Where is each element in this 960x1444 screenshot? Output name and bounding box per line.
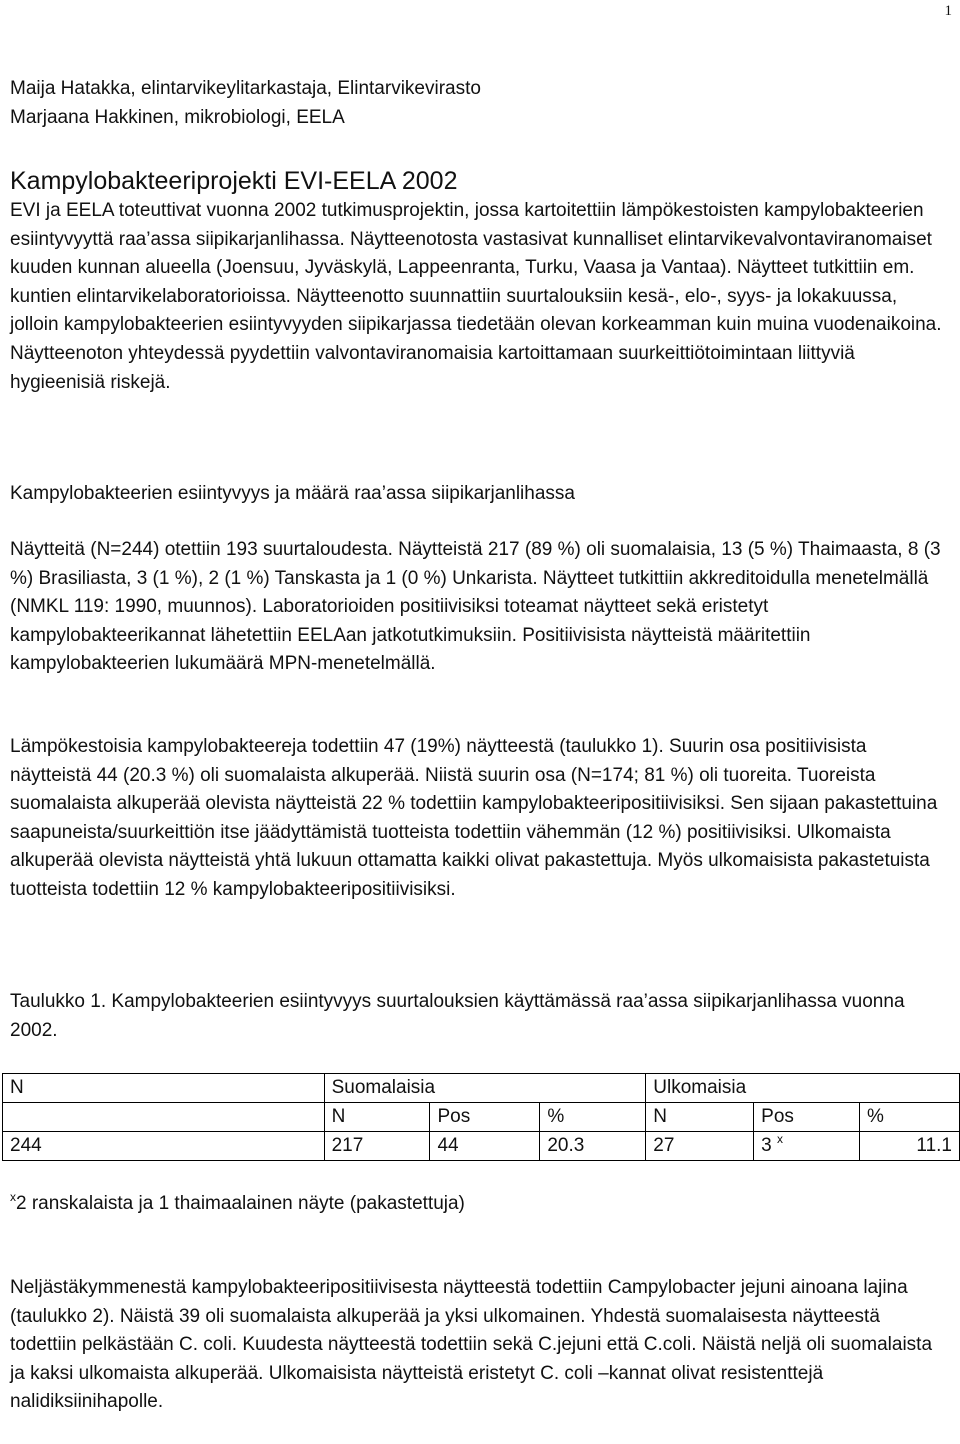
footnote-marker: x <box>777 1131 783 1146</box>
header-suomalaisia: Suomalaisia <box>324 1074 646 1103</box>
subheader-cell: % <box>540 1103 646 1132</box>
cell-fi-n: 217 <box>324 1132 430 1161</box>
author-line: Marjaana Hakkinen, mikrobiologi, EELA <box>10 106 345 128</box>
subheader-cell: Pos <box>754 1103 860 1132</box>
page-number: 1 <box>944 3 952 19</box>
author-line: Maija Hatakka, elintarvikeylitarkastaja, Elintarvikevirasto <box>10 78 481 99</box>
empty-cell <box>3 1103 325 1132</box>
foreign-pos-value: 3 <box>761 1135 772 1156</box>
table-subheader-row <box>3 1103 960 1132</box>
footnote <box>10 1190 465 1218</box>
subheader-cell: N <box>646 1103 754 1132</box>
authors <box>10 75 950 132</box>
results-paragraph: Lämpökestoisia kampylobakteereja todettiin 47 (19%) näytteestä (taulukko 1). Suurin osa positiivisista näytteistä 44 (20.3 %) oli suomalaista alkuperää. Niistä suurin osa (N=174; 81 %) oli tuoreita. Tuoreista suomalaista alkuperää olevista näytteistä 22 % todettiin kampylobakteeripositiivisiksi. Sen sijaan pakastettuina saapuneista/suurkeittiön itse jäädyttämistä tuotteista todettiin vähemmän (12 %) positiivisiksi. Ulkomaista alkuperää olevista näytteistä yhtä lukuun ottamatta kaikki olivat pakastettuja. Myös ulkomaisista pakastetuista tuotteista todettiin 12 % kampylobakteeripositiivisiksi. <box>10 736 938 900</box>
footnote-text: 2 ranskalaista ja 1 thaimaalainen näyte (pakastettuja) <box>16 1193 465 1214</box>
species-paragraph: Neljästäkymmenestä kampylobakteeripositiivisesta näytteestä todettiin Campylobacter jejuni ainoana lajina (taulukko 2). Näistä 39 oli suomalaista alkuperää ja yksi ulkomainen. Yhdestä suomalaisesta näytteestä todettiin pelkästään C. coli. Kuudesta näytteestä todettiin sekä C.jejuni että C.coli. Näistä neljä oli suomalaista ja kaksi ulkomaista alkuperää. Ulkomaisista näytteistä eristetyt C. coli –kannat olivat resistenttejä nalidiksiinihapolle. <box>10 1277 933 1413</box>
intro-paragraph: EVI ja EELA toteuttivat vuonna 2002 tutkimusprojektin, jossa kartoitettiin lämpökestoisten kampylobakteerien esiintyvyyttä raa’assa siipikarjanlihassa. Näytteenotosta vastasivat kunnalliset elintarvikevalvontaviranomaiset kuuden kunnan alueella (Joensuu, Jyväskylä, Lappeenranta, Turku, Vaasa ja Vantaa). Näytteet tutkittiin em. kuntien elintarvikelaboratorioissa. Näytteenotto suunnattiin suurtalouksiin kesä-, elo-, syys- ja lokakuussa, jolloin kampylobakteerien esiintyvyyden siipikarjassa tiedetään olevan korkeamman kuin muina vuodenaikoina. Näytteenoton yhteydessä pyydettiin valvontaviranomaisia kartoittamaan suurkeittiötoimintaan liittyviä hygieenisiä riskejä. <box>10 200 942 393</box>
table-row <box>3 1132 960 1161</box>
subheader-cell: Pos <box>430 1103 540 1132</box>
samples-paragraph: Näytteitä (N=244) otettiin 193 suurtaloudesta. Näytteistä 217 (89 %) oli suomalaisia, 13 (5 %) Thaimaasta, 8 (3 %) Brasiliasta, 3 (1 %), 2 (1 %) Tanskasta ja 1 (0 %) Unkarista. Näytteet tutkittiin akkreditoidulla menetelmällä (NMKL 119: 1990, muunnos). Laboratorioiden positiivisiksi toteamat näytteet sekä eristetyt kampylobakteerikannat lähetettiin EELAan jatkotutkimuksiin. Positiivisista näytteistä määritettiin kampylobakteerien lukumäärä MPN-menetelmällä. <box>10 539 941 675</box>
cell-fi-pct: 20.3 <box>540 1132 646 1161</box>
cell-foreign-pos <box>754 1132 860 1161</box>
data-table <box>2 1073 960 1161</box>
header-n: N <box>3 1074 325 1103</box>
cell-foreign-pct: 11.1 <box>860 1132 960 1161</box>
subheader-cell: % <box>860 1103 960 1132</box>
section-heading: Kampylobakteerien esiintyvyys ja määrä raa’assa siipikarjanlihassa <box>10 483 575 504</box>
table-caption: Taulukko 1. Kampylobakteerien esiintyvyys suurtalouksien käyttämässä raa’assa siipikarjanlihassa vuonna 2002. <box>10 991 905 1041</box>
document-title: Kampylobakteeriprojekti EVI-EELA 2002 <box>10 167 458 195</box>
table-header-row <box>3 1074 960 1103</box>
cell-foreign-n: 27 <box>646 1132 754 1161</box>
subheader-cell: N <box>324 1103 430 1132</box>
cell-fi-pos: 44 <box>430 1132 540 1161</box>
header-ulkomaisia: Ulkomaisia <box>646 1074 960 1103</box>
cell-total-n: 244 <box>3 1132 325 1161</box>
footnote-mark: x <box>10 1189 16 1204</box>
intro-section <box>10 165 950 397</box>
